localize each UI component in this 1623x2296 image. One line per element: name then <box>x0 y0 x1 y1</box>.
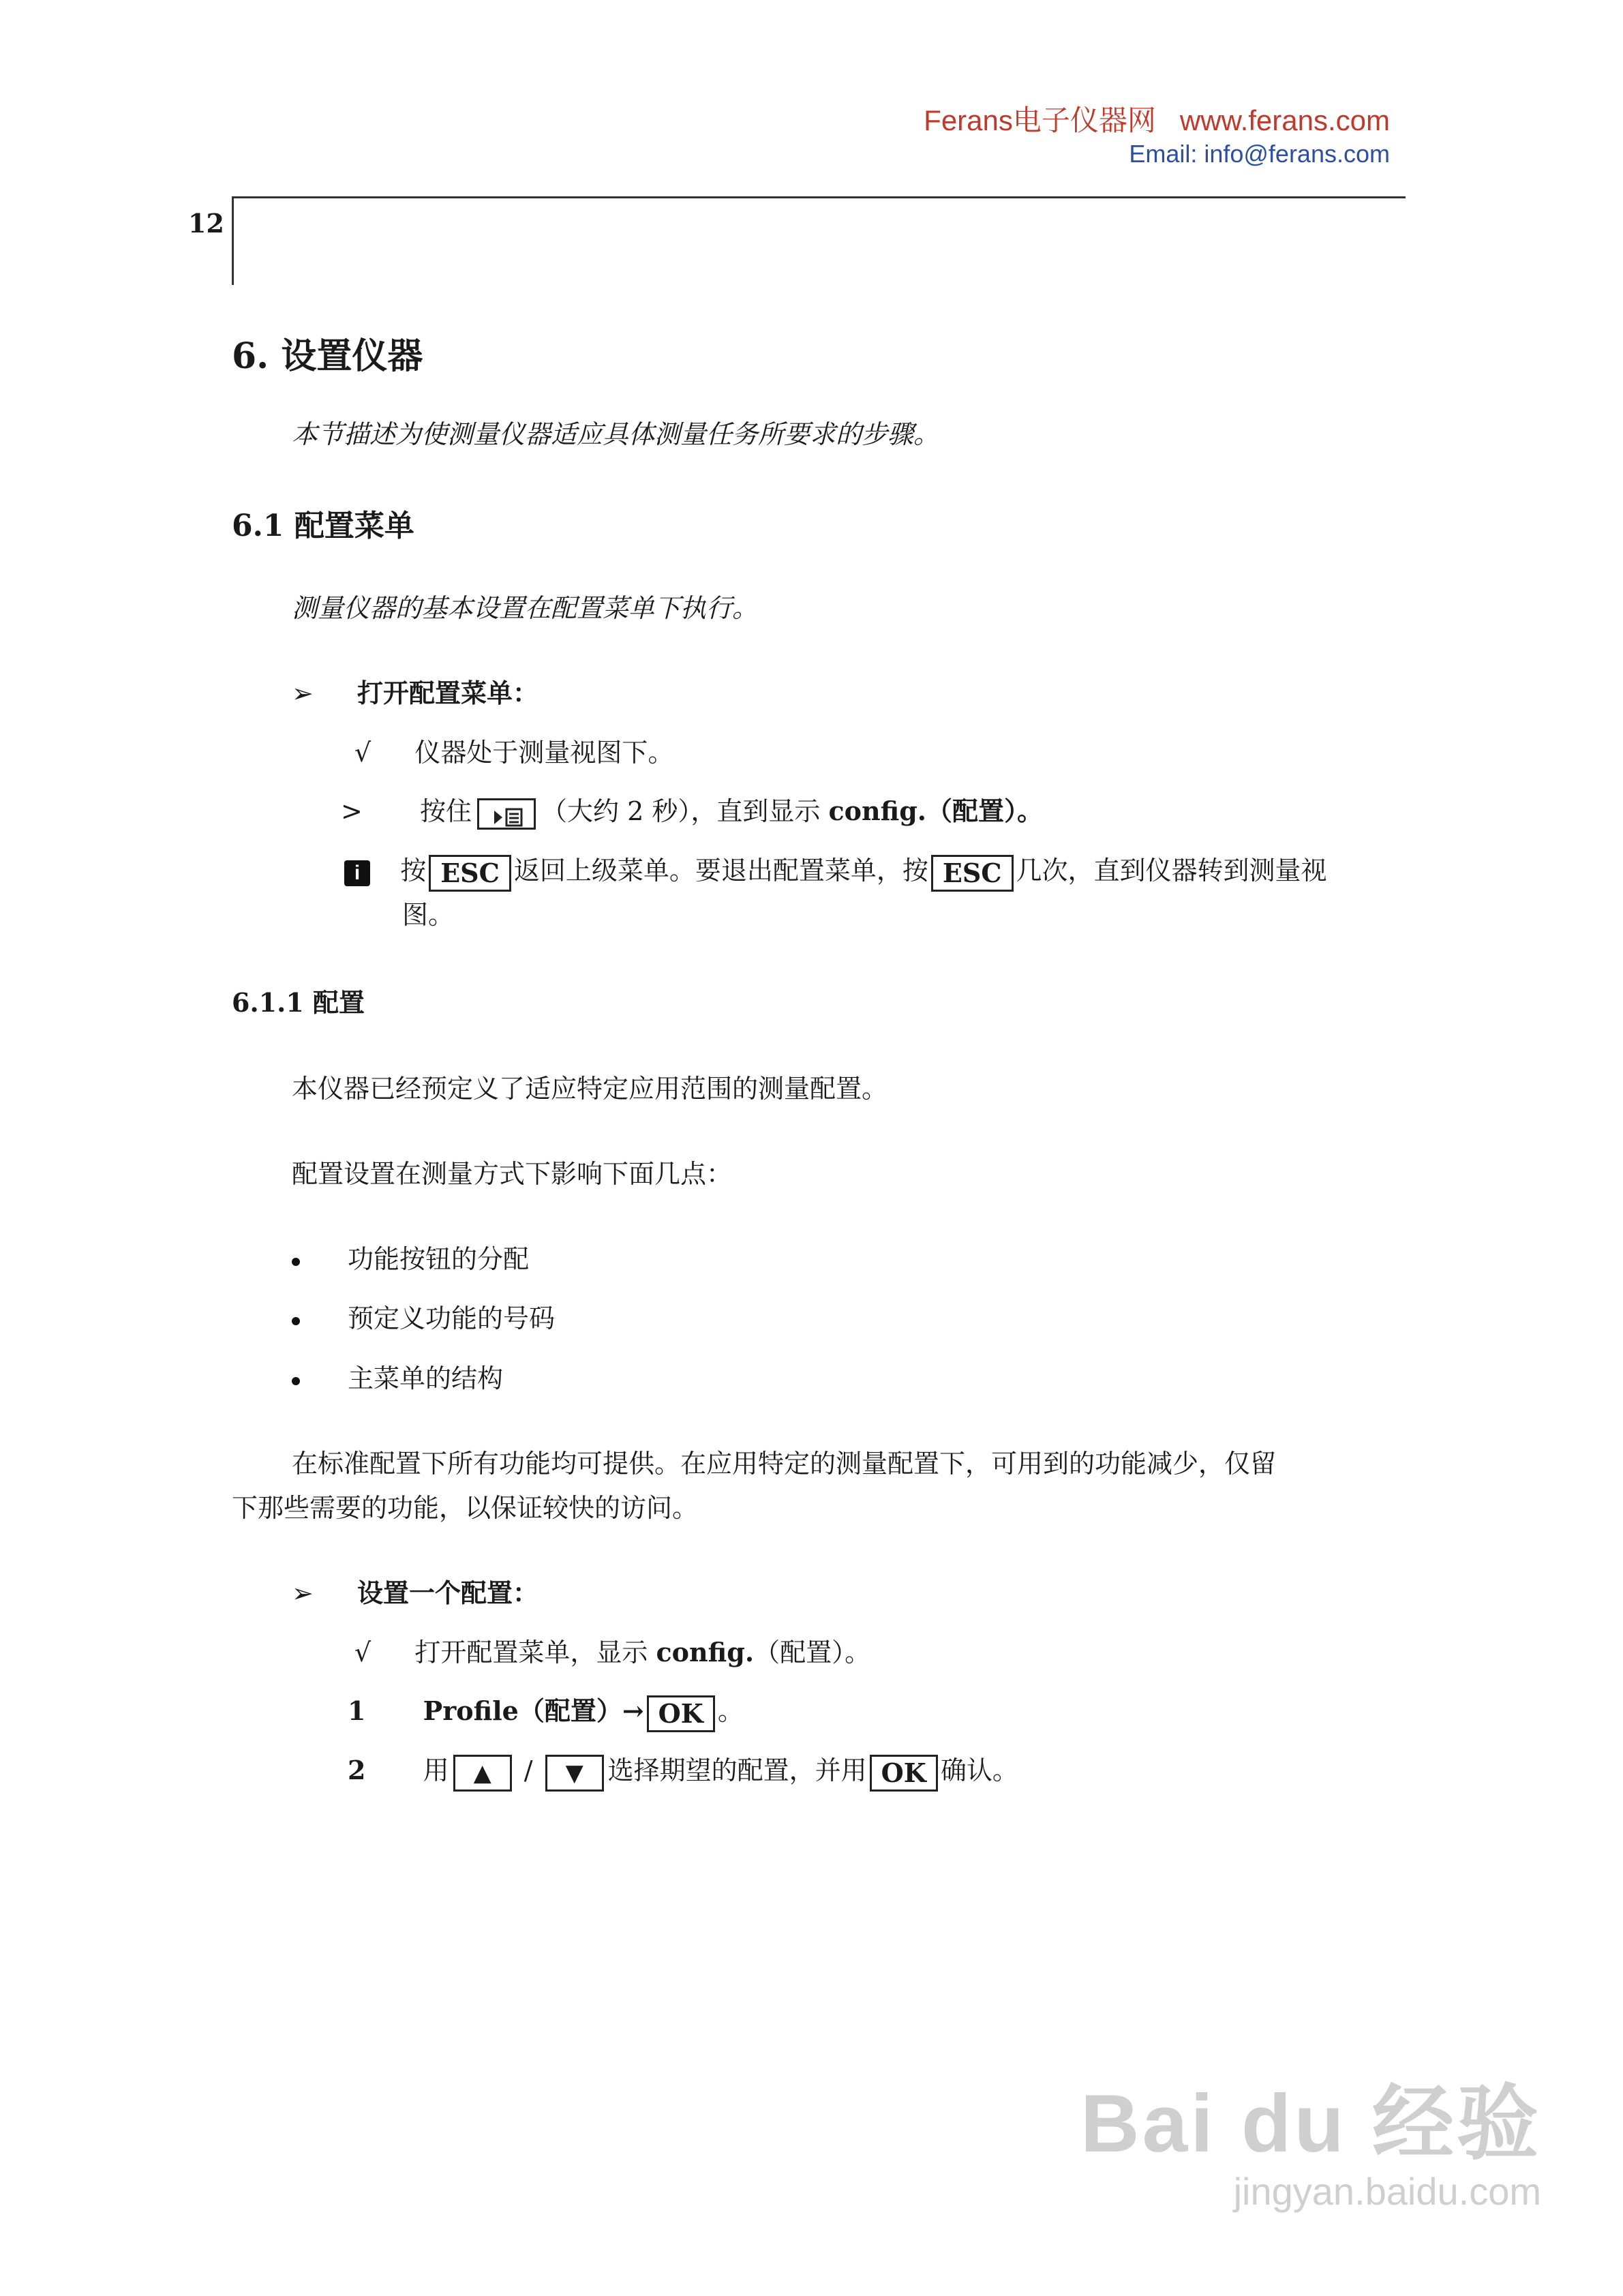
task-marker: ➢ <box>292 1578 314 1608</box>
check-text: 打开配置菜单，显示 <box>414 1637 648 1667</box>
check-item <box>354 1631 870 1674</box>
up-key-icon: ▲ <box>453 1755 512 1792</box>
esc-key-2: ESC <box>931 855 1014 892</box>
step-middle: （大约 2 秒），直到显示 <box>541 796 821 826</box>
note-end: 几次，直到仪器转到测量视 <box>1016 856 1327 886</box>
header-rule <box>232 196 1406 198</box>
bullet-text: 预定义功能的号码 <box>348 1303 556 1333</box>
ok-key: OK <box>647 1695 715 1732</box>
step-mid: 选择期望的配置，并用 <box>607 1755 867 1785</box>
bullet-icon <box>292 1258 300 1266</box>
note-end-line2: 图。 <box>402 900 455 930</box>
task-marker: ➢ <box>292 678 314 708</box>
brand-header <box>924 102 1390 169</box>
page-number: 12 <box>188 208 224 239</box>
step-end: （配置）。 <box>926 796 1044 826</box>
info-icon: i <box>344 860 370 886</box>
bullet-text: 主菜单的结构 <box>348 1363 504 1393</box>
slash: / <box>524 1755 533 1785</box>
step-1 <box>348 1689 744 1733</box>
step-end: 确认。 <box>940 1755 1018 1785</box>
check-text: 仪器处于测量视图下。 <box>414 738 674 768</box>
step-number: 2 <box>348 1755 366 1785</box>
step-2 <box>348 1749 1018 1792</box>
bullet-text: 功能按钮的分配 <box>348 1244 530 1274</box>
margin-rule <box>232 196 234 285</box>
task-label: 设置一个配置： <box>357 1577 539 1608</box>
note-item <box>344 849 1327 892</box>
subsection-intro: 测量仪器的基本设置在配置菜单下执行。 <box>292 593 759 623</box>
step-press: 按住 <box>420 796 472 826</box>
watermark-url: jingyan.baidu.com <box>1233 2170 1541 2213</box>
brand-name: Ferans电子仪器网 <box>924 104 1156 136</box>
bullet-icon <box>292 1377 300 1385</box>
subsection-title: 6.1 配置菜单 <box>232 509 414 543</box>
list-item <box>292 1357 503 1400</box>
step-item <box>341 789 1043 833</box>
profile-label: Profile（配置）→ <box>423 1695 644 1726</box>
subsubsection-title: 6.1.1 配置 <box>232 987 365 1018</box>
config-label: config. <box>656 1637 755 1667</box>
watermark-logo: Bai du 经验 <box>1080 2078 1541 2169</box>
section-intro: 本节描述为使测量仪器适应具体测量任务所要求的步骤。 <box>292 419 940 449</box>
step-end: 。 <box>717 1696 744 1726</box>
step-marker: > <box>341 796 363 826</box>
menu-key-icon <box>477 798 536 830</box>
check-item <box>354 731 673 774</box>
list-item <box>292 1297 555 1340</box>
para-standard-line2: 下那些需要的功能，以保证较快的访问。 <box>232 1493 699 1523</box>
esc-key: ESC <box>429 855 511 892</box>
down-key-icon: ▼ <box>545 1755 604 1792</box>
check-text-end: （配置）。 <box>754 1637 871 1667</box>
bullet-icon <box>292 1317 300 1325</box>
list-item <box>292 1237 529 1281</box>
section-title: 6. 设置仪器 <box>232 335 423 377</box>
step-use: 用 <box>423 1755 449 1785</box>
config-label: config. <box>828 796 927 826</box>
task-open-config <box>292 671 539 715</box>
check-marker: √ <box>354 1637 371 1667</box>
brand-website[interactable]: www.ferans.com <box>1179 104 1390 136</box>
check-marker: √ <box>354 738 371 768</box>
para-standard-line1: 在标准配置下所有功能均可提供。在应用特定的测量配置下，可用到的功能减少，仅留 <box>292 1449 1277 1479</box>
task-set-config <box>292 1571 539 1615</box>
para-predefined: 本仪器已经预定义了适应特定应用范围的测量配置。 <box>292 1074 888 1104</box>
task-label: 打开配置菜单： <box>357 678 539 708</box>
baidu-watermark <box>1080 2079 1541 2216</box>
step-number: 1 <box>348 1695 366 1726</box>
note-mid: 返回上级菜单。要退出配置菜单，按 <box>513 856 928 886</box>
para-affects: 配置设置在测量方式下影响下面几点： <box>292 1159 733 1189</box>
brand-email[interactable]: Email: info@ferans.com <box>1129 140 1390 168</box>
ok-key: OK <box>870 1755 938 1792</box>
note-press: 按 <box>400 856 427 886</box>
